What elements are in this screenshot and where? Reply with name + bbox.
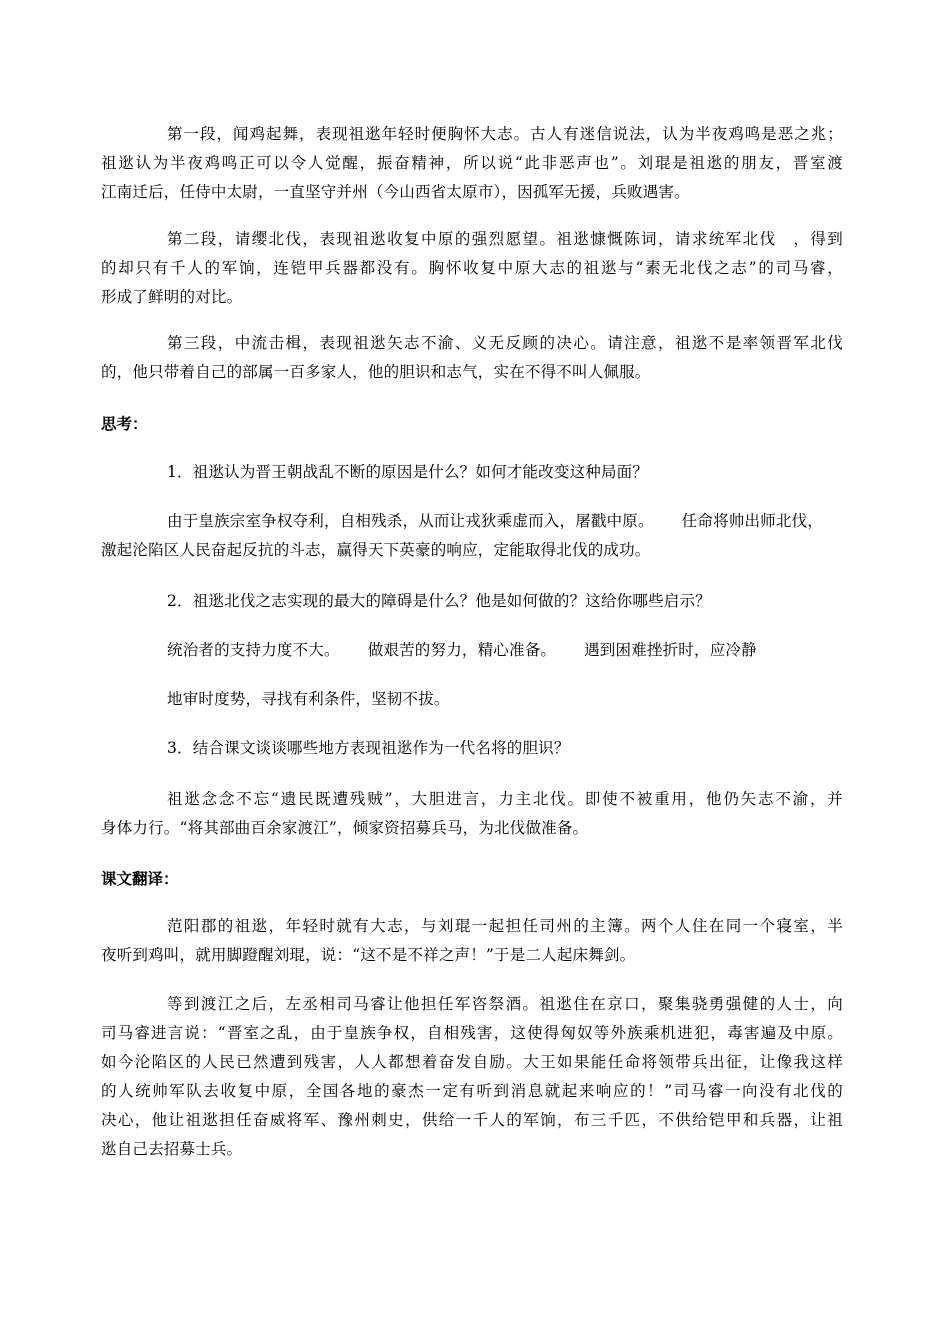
section-heading-think: 思考： bbox=[101, 415, 148, 433]
text-line: 司马睿进言说：“晋室之乱，由于皇族争权，自相残害，这使得匈奴等外族乘机进犯，毒害遍及中原。 bbox=[101, 1024, 843, 1042]
question-text: 1．祖逖认为晋王朝战乱不断的原因是什么？如何才能改变这种局面？ bbox=[167, 463, 649, 481]
answer-2-part-1: 统治者的支持力度不大。 bbox=[167, 641, 340, 659]
text-line: 第三段，中流击楫，表现祖逖矢志不渝、义无反顾的决心。请注意，祖逖不是率领晋军北伐 bbox=[167, 334, 843, 352]
question-text: 2．祖逖北伐之志实现的最大的障碍是什么？他是如何做的？这给你哪些启示？ bbox=[167, 592, 711, 610]
text-line: 的却只有千人的军饷，连铠甲兵器都没有。胸怀收复中原大志的祖逖与“素无北伐之志”的司马睿， bbox=[101, 259, 843, 277]
question-2 bbox=[101, 587, 843, 616]
translation-paragraph-2 bbox=[101, 990, 843, 1164]
answer-2-continued bbox=[101, 685, 843, 714]
text-line: 夜听到鸡叫，就用脚蹬醒刘琨，说：“这不是不祥之声！”于是二人起床舞剑。 bbox=[101, 946, 636, 964]
answer-2-part-3: 遇到困难挫折时，应冷静 bbox=[584, 641, 757, 659]
text-line: 第一段，闻鸡起舞，表现祖逖年轻时便胸怀大志。古人有迷信说法，认为半夜鸡鸣是恶之兆； bbox=[167, 125, 843, 143]
text-line: 江南迁后，任侍中太尉，一直坚守并州（今山西省太原市），因孤军无援，兵败遇害。 bbox=[101, 183, 690, 201]
section-heading-translation: 课文翻译： bbox=[101, 870, 179, 888]
answer-2-part-2: 做艰苦的努力，精心准备。 bbox=[367, 641, 557, 659]
paragraph-2 bbox=[101, 225, 843, 312]
text-line: 激起沦陷区人民奋起反抗的斗志，赢得天下英豪的响应，定能取得北伐的成功。 bbox=[101, 541, 651, 559]
text-line: 如今沦陷区的人民已然遭到残害，人人都想着奋发自励。大王如果能任命将领带兵出征，让像我这样 bbox=[101, 1053, 843, 1071]
text-line bbox=[101, 507, 843, 536]
text-line: 的，他只带着自己的部属一百多家人，他的胆识和志气，实在不得不叫人佩服。 bbox=[101, 363, 651, 381]
text-line bbox=[101, 636, 843, 665]
answer-2 bbox=[101, 636, 843, 665]
text-line: 等到渡江之后，左丞相司马睿让他担任军咨祭酒。祖逖住在京口，聚集骁勇强健的人士，向 bbox=[167, 995, 843, 1013]
answer-1 bbox=[101, 507, 843, 565]
text-line: 身体力行。“将其部曲百余家渡江”，倾家资招募兵马，为北伐做准备。 bbox=[101, 819, 589, 837]
translation-paragraph-1 bbox=[101, 912, 843, 970]
answer-1-part-2: 任命将帅出师北伐， bbox=[681, 512, 824, 530]
text-line: 的人统帅军队去收复中原，全国各地的豪杰一定有听到消息就起来响应的！”司马睿一向没有北伐的 bbox=[101, 1082, 843, 1100]
text-line: 祖逖念念不忘“遗民既遭残贼”，大胆进言，力主北伐。即使不被重用，他仍矢志不渝，并 bbox=[167, 790, 843, 808]
answer-1-part-1: 由于皇族宗室争权夺利，自相残杀，从而让戎狄乘虚而入，屠戳中原。 bbox=[167, 512, 654, 530]
text-line: 范阳郡的祖逖，年轻时就有大志，与刘琨一起担任司州的主簿。两个人住在同一个寝室，半 bbox=[167, 917, 843, 935]
question-3 bbox=[101, 734, 843, 763]
text-line: 形成了鲜明的对比。 bbox=[101, 288, 243, 306]
text-line: 祖逖认为半夜鸡鸣正可以令人觉醒，振奋精神，所以说“此非恶声也”。刘琨是祖逖的朋友，晋室渡 bbox=[101, 154, 843, 172]
text-line: 决心，他让祖逖担任奋威将军、豫州刺史，供给一千人的军饷，布三千匹，不供给铠甲和兵器，让祖 bbox=[101, 1111, 843, 1129]
question-1 bbox=[101, 458, 843, 487]
paragraph-3 bbox=[101, 329, 843, 387]
answer-3 bbox=[101, 785, 843, 843]
text-line: 逖自己去招募士兵。 bbox=[101, 1140, 243, 1158]
paragraph-1 bbox=[101, 120, 843, 207]
text-line: 第二段，请缨北伐，表现祖逖收复中原的强烈愿望。祖逖慷慨陈词，请求统军北伐 ，得到 bbox=[167, 230, 843, 248]
text-line: 地审时度势，寻找有利条件，坚韧不拔。 bbox=[167, 690, 450, 708]
question-text: 3．结合课文谈谈哪些地方表现祖逖作为一代名将的胆识？ bbox=[167, 739, 570, 757]
